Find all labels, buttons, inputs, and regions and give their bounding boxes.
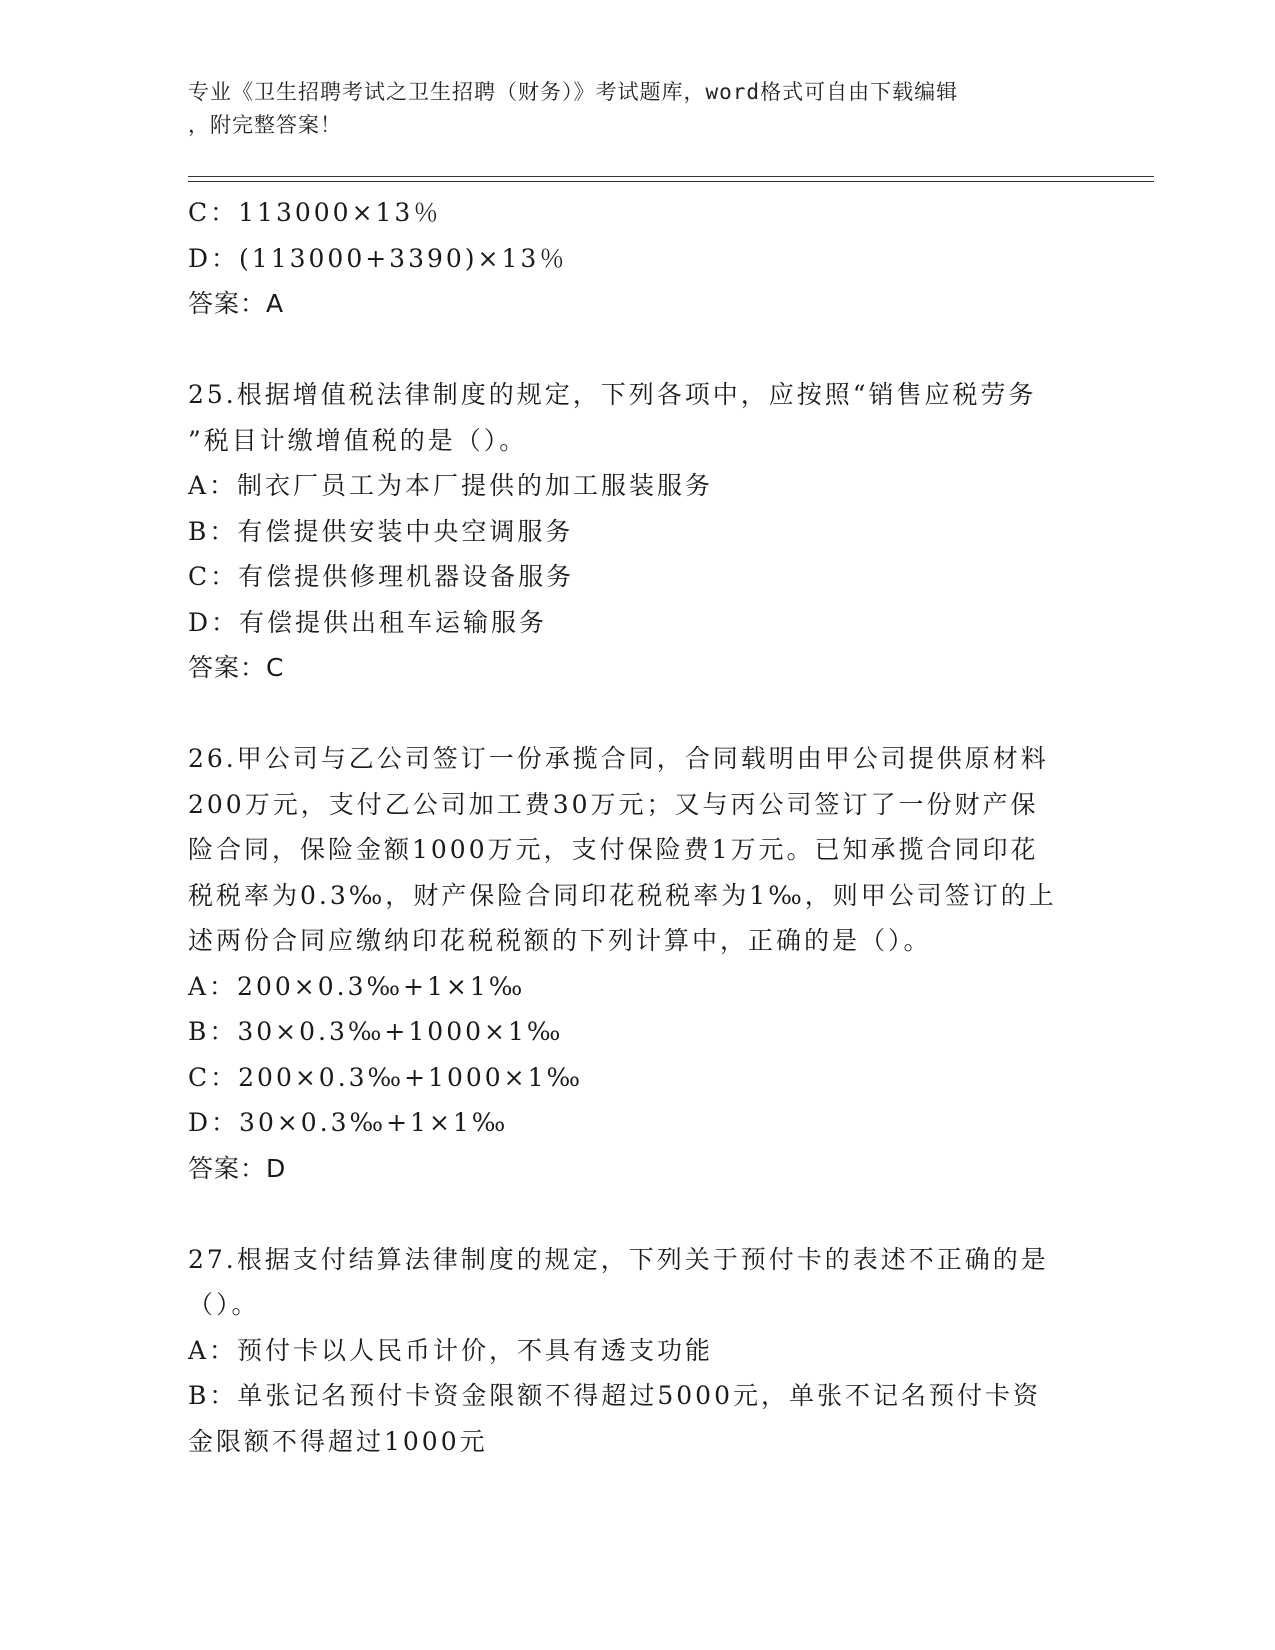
q26-stem-line-4: 税税率为0.3‰，财产保险合同印花税税率为1‰，则甲公司签订的上 [188, 880, 1057, 910]
q26-stem-line-5: 述两份合同应缴纳印花税税额的下列计算中，正确的是（）。 [188, 926, 932, 955]
page-header [188, 76, 1068, 142]
q27-stem-line-2: （）。 [188, 1290, 260, 1319]
q25-option-d: D：有偿提供出租车运输服务 [188, 607, 548, 637]
spacer [188, 1191, 1088, 1237]
q26-option-c: C：200×0.3‰+1000×1‰ [188, 1062, 584, 1092]
q26-answer: 答案：D [188, 1153, 287, 1183]
question-content [188, 190, 1088, 1464]
q27-option-b-line-2: 金限额不得超过1000元 [188, 1426, 488, 1456]
q26-option-d: D：30×0.3‰+1×1‰ [188, 1108, 509, 1137]
q25-stem-line-1: 25.根据增值税法律制度的规定，下列各项中，应按照“销售应税劳务 [188, 380, 1037, 409]
spacer [188, 691, 1088, 737]
spacer [188, 327, 1088, 373]
header-line-1: 专业《卫生招聘考试之卫生招聘（财务）》考试题库，word格式可自由下载编辑 [188, 80, 959, 104]
q25-option-a: A：制衣厂员工为本厂提供的加工服装服务 [188, 471, 714, 500]
q25-answer: 答案：C [188, 653, 285, 682]
q26-stem-line-1: 26.甲公司与乙公司签订一份承揽合同，合同载明由甲公司提供原材料 [188, 744, 1049, 773]
q26-stem-line-3: 险合同，保险金额1000万元，支付保险费1万元。已知承揽合同印花 [188, 835, 1039, 864]
q25-option-c: C：有偿提供修理机器设备服务 [188, 562, 575, 591]
q24-option-d: D：(113000+3390)×13％ [188, 243, 568, 273]
header-line-2: ，附完整答案！ [188, 113, 342, 137]
q25-stem-line-2: ”税目计缴增值税的是（）。 [188, 425, 528, 455]
header-divider-top [188, 176, 1154, 177]
q26-stem-line-2: 200万元，支付乙公司加工费30万元；又与丙公司签订了一份财产保 [188, 789, 1039, 819]
q27-option-a: A：预付卡以人民币计价，不具有透支功能 [188, 1335, 714, 1365]
q25-option-b: B：有偿提供安装中央空调服务 [188, 516, 574, 546]
q26-option-b: B：30×0.3‰+1000×1‰ [188, 1017, 564, 1046]
q27-stem-line-1: 27.根据支付结算法律制度的规定，下列关于预付卡的表述不正确的是 [188, 1244, 1049, 1274]
q24-answer: 答案：A [188, 289, 285, 318]
header-divider-bottom [188, 181, 1154, 182]
q26-option-a: A：200×0.3‰+1×1‰ [188, 971, 526, 1001]
q24-option-c: C：113000×13％ [188, 198, 442, 227]
q27-option-b-line-1: B：单张记名预付卡资金限额不得超过5000元，单张不记名预付卡资 [188, 1381, 1041, 1410]
